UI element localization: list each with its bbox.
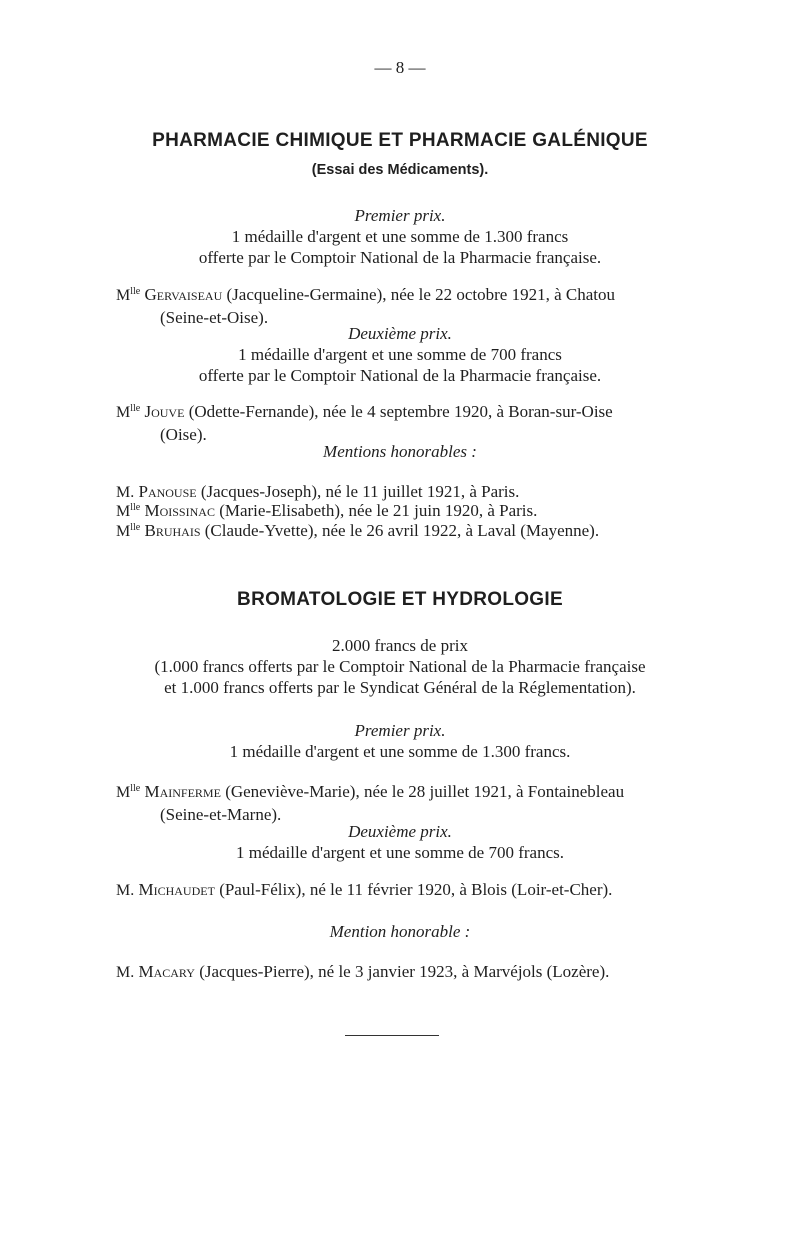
section1-title-line bbox=[0, 130, 800, 152]
winner-details: (Paul-Félix), né le 11 février 1920, à Blois (Loir-et-Cher). bbox=[214, 880, 613, 899]
honorific: M bbox=[116, 784, 131, 801]
s2-winner1 bbox=[116, 778, 716, 826]
mention-surname: Bruhais bbox=[144, 521, 201, 540]
section2-title: BROMATOLOGIE ET HYDROLOGIE bbox=[237, 589, 563, 610]
mention-details: (Claude-Yvette), née le 26 avril 1922, à Laval (Mayenne). bbox=[200, 521, 600, 540]
s1-winner2-line1 bbox=[116, 398, 716, 424]
s1-first-prize-heading: Premier prix. bbox=[354, 206, 446, 225]
s1-winner2-line2: (Oise). bbox=[160, 425, 207, 444]
mention-details: (Jacques-Joseph), né le 11 juillet 1921, à Paris. bbox=[196, 482, 520, 501]
mention-surname: Moissinac bbox=[144, 501, 215, 520]
s2-winner1-line2: (Seine-et-Marne). bbox=[160, 805, 282, 824]
winner-surname: Mainferme bbox=[144, 782, 221, 801]
s1-second-prize-heading: Deuxième prix. bbox=[348, 324, 452, 343]
winner-surname: Michaudet bbox=[138, 880, 215, 899]
honorific-sup: lle bbox=[130, 286, 141, 297]
honorific-sup: lle bbox=[130, 783, 141, 794]
s1-mention-3 bbox=[116, 517, 716, 543]
honorific-sup: lle bbox=[130, 403, 141, 414]
s1-second-prize-line2: offerte par le Comptoir National de la Pharmacie française. bbox=[198, 366, 602, 385]
s1-winner1-line1 bbox=[116, 281, 716, 307]
honorific-sup: lle bbox=[130, 522, 141, 533]
honorific: M. bbox=[116, 484, 135, 501]
honorific: M bbox=[116, 287, 131, 304]
s2-second-prize-line1: 1 médaille d'argent et une somme de 700 francs. bbox=[235, 843, 564, 862]
honorific: M bbox=[116, 523, 131, 540]
honorific-sup: lle bbox=[130, 502, 141, 513]
mention-details: (Marie-Elisabeth), née le 21 juin 1920, à Paris. bbox=[214, 501, 538, 520]
s2-offer-line1: (1.000 francs offerts par le Comptoir National de la Pharmacie française bbox=[154, 657, 646, 676]
s2-first-prize-heading: Premier prix. bbox=[354, 721, 446, 740]
s1-winner1-line2: (Seine-et-Oise). bbox=[160, 308, 269, 327]
winner-details: (Geneviève-Marie), née le 28 juillet 1921, à Fontainebleau bbox=[220, 782, 625, 801]
s1-first-prize-line2: offerte par le Comptoir National de la Pharmacie française. bbox=[198, 248, 602, 267]
s2-first-prize-line1: 1 médaille d'argent et une somme de 1.300 francs. bbox=[229, 742, 571, 761]
s2-winner1-line1 bbox=[116, 778, 716, 804]
closing-rule bbox=[345, 1035, 439, 1036]
mention-details: (Jacques-Pierre), né le 3 janvier 1923, à Marvéjols (Lozère). bbox=[194, 962, 610, 981]
s1-first-prize-line1: 1 médaille d'argent et une somme de 1.300 francs bbox=[231, 227, 569, 246]
mention-surname: Panouse bbox=[138, 482, 197, 501]
winner-details: (Odette-Fernande), née le 4 septembre 1920, à Boran-sur-Oise bbox=[184, 402, 613, 421]
s2-mention bbox=[116, 958, 716, 984]
section2-title-line bbox=[0, 589, 800, 611]
s2-winner2 bbox=[116, 876, 716, 902]
section1-title: PHARMACIE CHIMIQUE ET PHARMACIE GALÉNIQUE bbox=[152, 130, 648, 151]
s1-winner2 bbox=[116, 398, 716, 446]
s1-second-prize-line1: 1 médaille d'argent et une somme de 700 francs bbox=[238, 345, 562, 364]
honorific: M bbox=[116, 404, 131, 421]
winner-details: (Jacqueline-Germaine), née le 22 octobre 1921, à Chatou bbox=[222, 285, 616, 304]
honorific: M. bbox=[116, 964, 135, 981]
s2-offer-line2: et 1.000 francs offerts par le Syndicat Général de la Réglementation). bbox=[164, 678, 636, 697]
winner-surname: Gervaiseau bbox=[144, 285, 223, 304]
s2-second-prize-heading: Deuxième prix. bbox=[348, 822, 452, 841]
s2-mention-heading: Mention honorable : bbox=[329, 922, 471, 941]
s1-winner1 bbox=[116, 281, 716, 329]
mention-surname: Macary bbox=[138, 962, 195, 981]
s2-prize-amount: 2.000 francs de prix bbox=[332, 636, 468, 655]
s1-mentions-heading: Mentions honorables : bbox=[323, 442, 477, 461]
page-number: — 8 — bbox=[374, 58, 426, 77]
section1-subtitle: (Essai des Médicaments). bbox=[311, 162, 489, 178]
winner-surname: Jouve bbox=[144, 402, 185, 421]
honorific: M. bbox=[116, 882, 135, 899]
honorific: M bbox=[116, 503, 131, 520]
